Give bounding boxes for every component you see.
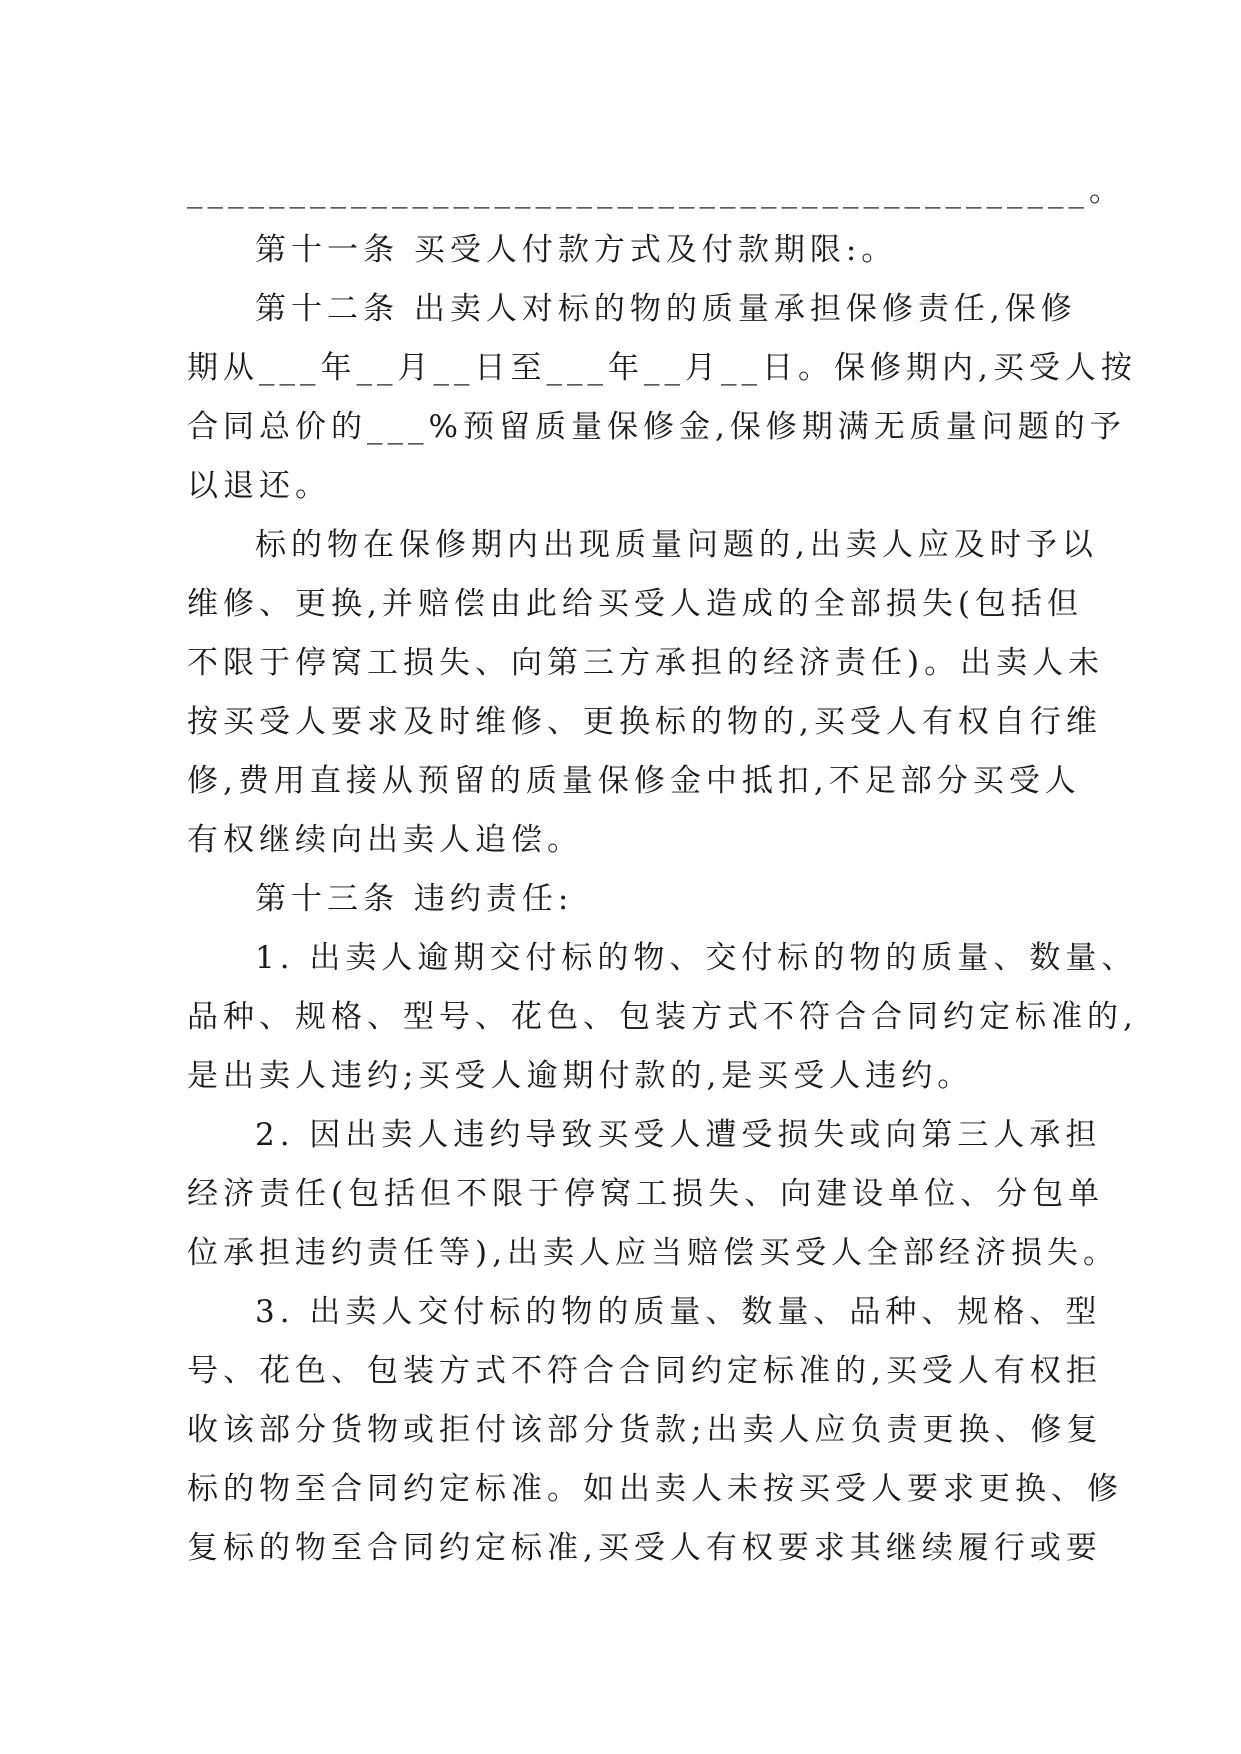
text-line: 位承担违约责任等),出卖人应当赔偿买受人全部经济损失。 [187,1235,1119,1271]
document-body [187,162,1138,1578]
text-line: 经济责任(包括但不限于停窝工损失、向建设单位、分包单 [187,1176,1105,1212]
text-line: 以退还。 [187,468,331,504]
text-line: 1. 出卖人逾期交付标的物、交付标的物的质量、数量、 [255,940,1138,976]
text-line: 3. 出卖人交付标的物的质量、数量、品种、规格、型 [255,1294,1102,1330]
text-line: 有权继续向出卖人追偿。 [187,822,583,858]
text-line: 按买受人要求及时维修、更换标的物的,买受人有权自行维 [187,704,1102,740]
text-line: 修,费用直接从预留的质量保修金中抵扣,不足部分买受人 [187,763,1081,799]
text-line: 合同总价的___%预留质量保修金,保修期满无质量问题的予 [187,409,1126,445]
text-line: 复标的物至合同约定标准,买受人有权要求其继续履行或要 [187,1530,1102,1566]
text-line: 品种、规格、型号、花色、包装方式不符合合同约定标准的, [187,999,1138,1035]
text-line: 号、花色、包装方式不符合合同约定标准的,买受人有权拒 [187,1353,1102,1389]
text-line: 第十三条 违约责任: [255,881,574,917]
text-line: 标的物至合同约定标准。如出卖人未按买受人要求更换、修 [187,1471,1123,1507]
text-line: 收该部分货物或拒付该部分货款;出卖人应负责更换、修复 [187,1412,1103,1448]
text-line: 期从___年__月__日至___年__月__日。保修期内,买受人按 [187,350,1137,386]
text-line: 第十一条 买受人付款方式及付款期限:。 [255,232,898,268]
text-line: ____________________________________________。 [187,173,1125,209]
text-line: 第十二条 出卖人对标的物的质量承担保修责任,保修 [255,291,1077,327]
text-line: 标的物在保修期内出现质量问题的,出卖人应及时予以 [255,527,1098,563]
text-line: 不限于停窝工损失、向第三方承担的经济责任)。出卖人未 [187,645,1105,681]
text-line: 维修、更换,并赔偿由此给买受人造成的全部损失(包括但 [187,586,1083,622]
text-line: 2. 因出卖人违约导致买受人遭受损失或向第三人承担 [255,1117,1102,1153]
text-line: 是出卖人违约;买受人逾期付款的,是买受人违约。 [187,1058,974,1094]
